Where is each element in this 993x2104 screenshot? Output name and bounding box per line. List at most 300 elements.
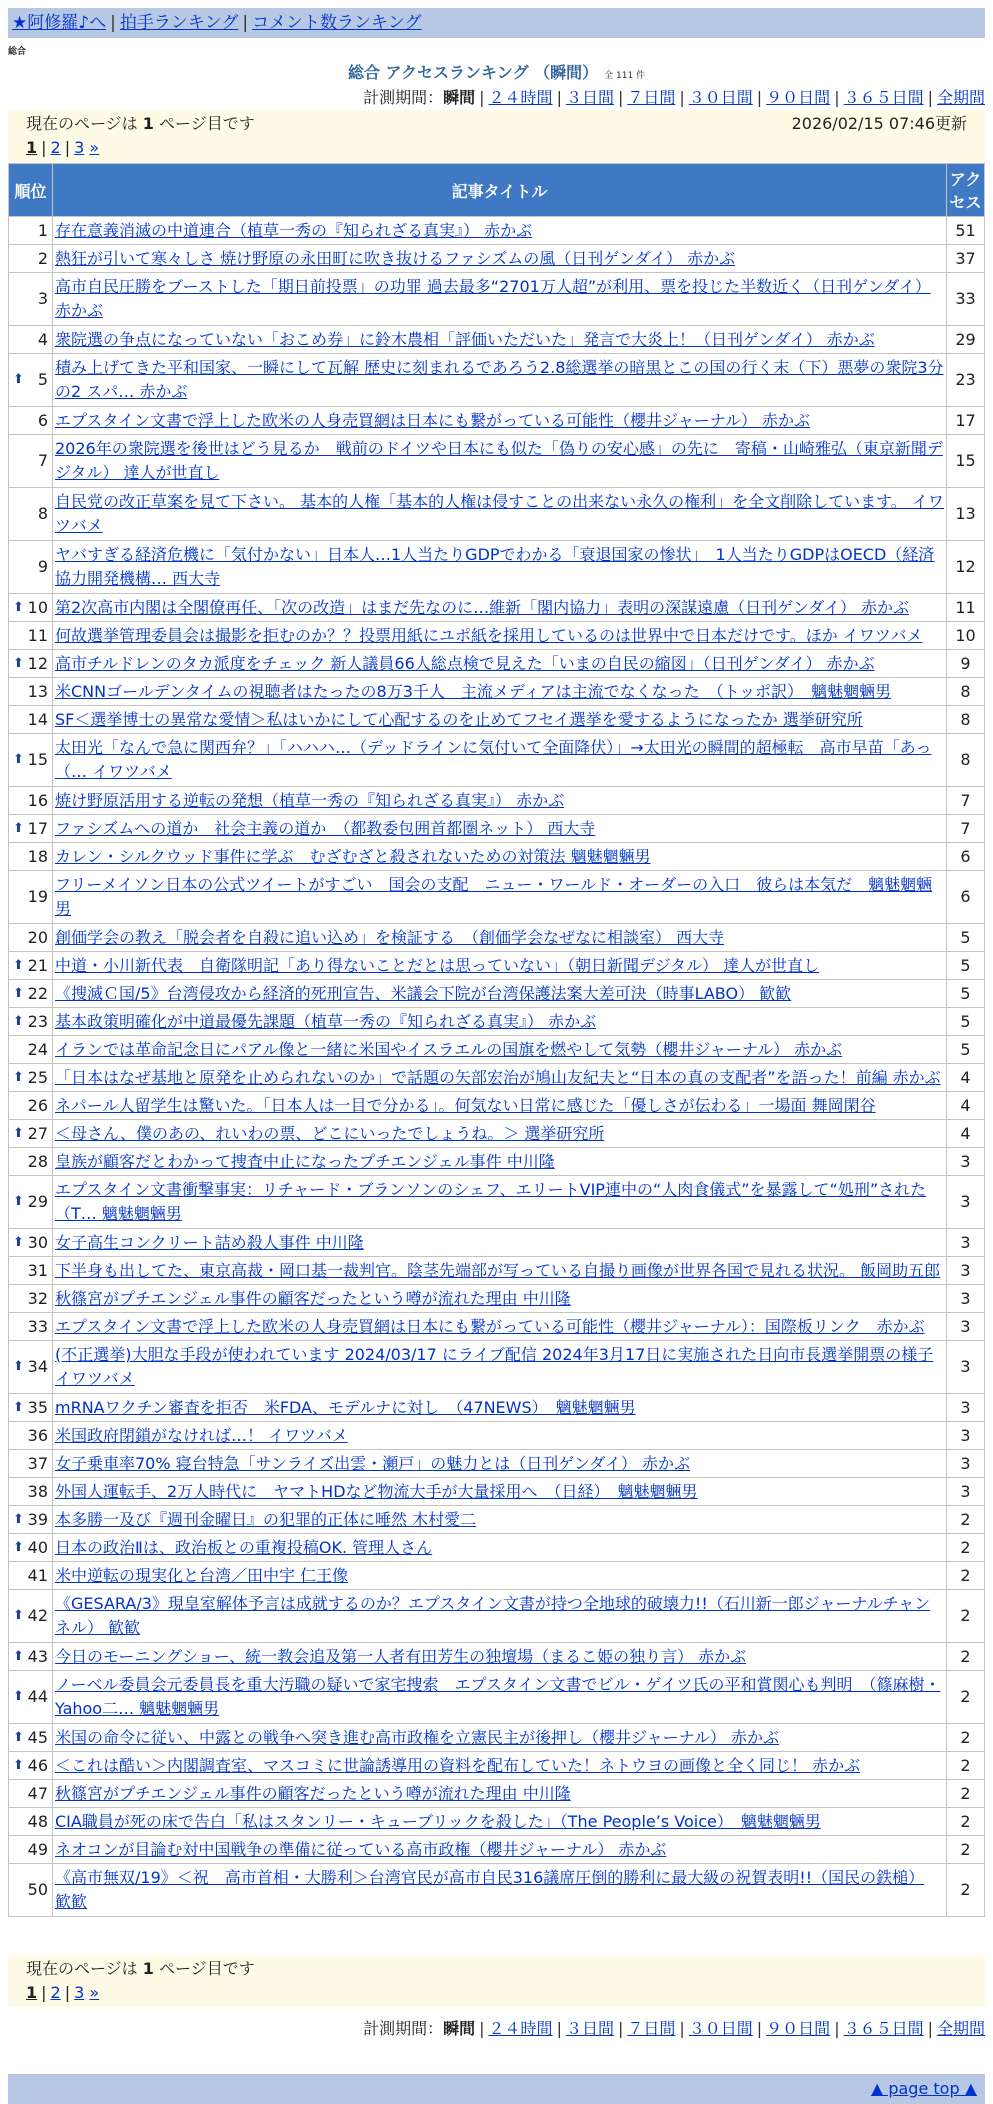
rank-number: 14	[27, 709, 48, 729]
table-row	[9, 541, 985, 594]
rank-number: 48	[27, 1811, 48, 1831]
period-link-2[interactable]: ７日間	[627, 88, 676, 107]
table-row	[9, 594, 985, 622]
article-link[interactable]: 存在意義消滅の中道連合（植草一秀の『知られざる真実』） 赤かぶ	[55, 220, 533, 240]
rank-number: 1	[37, 220, 48, 240]
rank-cell	[9, 1036, 53, 1064]
page-link-2[interactable]: 2	[50, 1983, 61, 2002]
rank-number: 21	[27, 955, 48, 975]
access-count: 11	[947, 594, 985, 622]
pagination-top	[26, 136, 967, 160]
page-link-3[interactable]: 3	[74, 138, 85, 157]
article-link[interactable]: ヤバすぎる経済危機に「気付かない」日本人…1人当たりGDPでわかる「衰退国家の惨状」 1人当たりGDPはOECD（経済協力開発機構… 西大寺	[55, 545, 935, 588]
up-arrow-icon: ⬆	[13, 1608, 24, 1623]
access-count: 2	[947, 1562, 985, 1590]
rank-number: 32	[27, 1288, 48, 1308]
title-cell	[53, 650, 947, 678]
rank-cell	[9, 678, 53, 706]
title-cell	[53, 1313, 947, 1341]
title-cell	[53, 1671, 947, 1724]
title-cell	[53, 1257, 947, 1285]
up-arrow-icon: ⬆	[13, 1399, 24, 1415]
table-row	[9, 1092, 985, 1120]
rank-cell	[9, 1643, 53, 1671]
rank-number: 10	[27, 597, 48, 617]
access-count: 5	[947, 952, 985, 980]
up-arrow-icon: ⬆	[13, 1539, 24, 1555]
rank-cell	[9, 1752, 53, 1780]
article-link[interactable]: CIA職員が死の床で告白「私はスタンリー・キューブリックを殺した」（The People’s Voice） 魑魅魍魎男	[55, 1811, 821, 1831]
access-count: 8	[947, 678, 985, 706]
access-count: 8	[947, 734, 985, 787]
title-cell	[53, 1506, 947, 1534]
rank-number: 15	[27, 750, 48, 769]
rank-number: 26	[27, 1095, 48, 1115]
rank-number: 43	[27, 1646, 48, 1666]
title-cell	[53, 1285, 947, 1313]
rank-cell	[9, 594, 53, 622]
rank-cell	[9, 1671, 53, 1724]
access-count: 5	[947, 980, 985, 1008]
rank-number: 30	[27, 1232, 48, 1252]
table-row	[9, 1064, 985, 1092]
table-row	[9, 1285, 985, 1313]
period-separator: |	[617, 88, 624, 107]
article-link[interactable]: エプスタイン文書で浮上した欧米の人身売買網は日本にも繋がっている可能性（櫻井ジャーナル）：国際板リンク 赤かぶ	[55, 1316, 925, 1336]
title-cell	[53, 435, 947, 488]
article-link[interactable]: カレン・シルクウッド事件に学ぶ むざむざと殺されないための対策法 魑魅魍魎男	[55, 846, 651, 866]
rank-cell	[9, 843, 53, 871]
table-row	[9, 1780, 985, 1808]
title-cell	[53, 678, 947, 706]
period-link-1[interactable]: ３日間	[565, 88, 614, 107]
article-link[interactable]: 秋篠宮がプチエンジェル事件の顧客だったという噂が流れた理由 中川隆	[55, 1288, 571, 1308]
rank-number: 49	[27, 1839, 48, 1859]
rank-number: 25	[27, 1067, 48, 1087]
nav-separator: |	[242, 13, 249, 33]
article-link[interactable]: 太田光「なんで急に関西弁？」「ハハハ…（デッドラインに気付いて全面降伏）」→太田光の瞬間的超極転 高市早苗「あっ（… イワツバメ	[55, 738, 932, 781]
ranking-table	[8, 163, 985, 1917]
article-link[interactable]: 高市チルドレンのタカ派度をチェック 新人議員66人総点検で見えた「いまの自民の縮図」（日刊ゲンダイ） 赤かぶ	[55, 653, 875, 673]
next-page-link[interactable]: »	[89, 1983, 100, 2002]
period-separator: |	[756, 2019, 763, 2038]
period-prefix: 計測期間：	[363, 2019, 444, 2038]
article-link[interactable]: (不正選挙)大胆な手段が使われています 2024/03/17 にライブ配信 2024年3月17日に実施された日向市長選挙開票の様子 イワツバメ	[55, 1345, 934, 1388]
period-separator: |	[556, 88, 562, 107]
access-count: 13	[947, 488, 985, 541]
page-top-link[interactable]: ▲ page top ▲	[870, 2079, 977, 2098]
rank-number: 46	[27, 1755, 48, 1775]
period-separator: |	[927, 88, 933, 107]
article-link[interactable]: 本多勝一及び『週刊金曜日』の犯罪的正体に唾然 木村愛二	[55, 1509, 477, 1529]
nav-separator: |	[110, 13, 116, 33]
page-separator: |	[41, 138, 47, 157]
rank-number: 23	[27, 1011, 48, 1031]
rank-cell	[9, 1257, 53, 1285]
article-link[interactable]: 米CNNゴールデンタイムの視聴者はたったの8万3千人 主流メディアは主流でなくなった （トッポ訳） 魑魅魍魎男	[55, 681, 892, 701]
table-row	[9, 435, 985, 488]
article-link[interactable]: 米国の命令に従い、中露との戦争へ突き進む高市政権を立憲民主が後押し（櫻井ジャーナル） 赤かぶ	[55, 1727, 779, 1747]
article-link[interactable]: エプスタイン文書で浮上した欧米の人身売買網は日本にも繋がっている可能性（櫻井ジャーナル） 赤かぶ	[55, 410, 811, 430]
period-separator: |	[756, 88, 763, 107]
up-arrow-icon: ⬆	[13, 1757, 24, 1773]
rank-number: 3	[37, 289, 48, 308]
table-row	[9, 217, 985, 245]
access-count: 5	[947, 1036, 985, 1064]
rank-cell	[9, 1836, 53, 1864]
article-link[interactable]: 2026年の衆院選を後世はどう見るか 戦前のドイツや日本にも似た「偽りの安心感」の先に 寄稿・山崎雅弘（東京新聞デジタル） 達人が世直し	[55, 439, 943, 482]
title-cell	[53, 1478, 947, 1506]
table-row	[9, 1313, 985, 1341]
article-link[interactable]: 女子乗車率70% 寝台特急「サンライズ出雲・瀬戸」の魅力とは（日刊ゲンダイ） 赤かぶ	[55, 1453, 691, 1473]
article-link[interactable]: 焼け野原活用する逆転の発想（植草一秀の『知られざる真実』） 赤かぶ	[55, 790, 565, 810]
table-row	[9, 1671, 985, 1724]
access-count: 33	[947, 273, 985, 326]
rank-cell	[9, 1478, 53, 1506]
rank-cell	[9, 734, 53, 787]
up-arrow-icon: ⬆	[13, 1069, 24, 1085]
table-row	[9, 407, 985, 435]
article-link[interactable]: 《搜滅Ｃ国/5》台湾侵攻から経済的死刑宣告、米議会下院が台湾保護法案大差可決（時事LABO） 歓歓	[55, 983, 792, 1003]
rank-number: 18	[27, 846, 48, 866]
rank-cell	[9, 1285, 53, 1313]
title-cell	[53, 1864, 947, 1917]
access-count: 3	[947, 1257, 985, 1285]
rank-cell	[9, 1590, 53, 1643]
up-arrow-icon: ⬆	[13, 1125, 24, 1141]
rank-number: 5	[37, 370, 48, 389]
table-row	[9, 1836, 985, 1864]
period-separator: |	[834, 88, 840, 107]
table-row	[9, 1506, 985, 1534]
access-count: 3	[947, 1313, 985, 1341]
title-cell	[53, 1148, 947, 1176]
access-count: 3	[947, 1450, 985, 1478]
up-arrow-icon: ⬆	[13, 1648, 24, 1664]
title-cell	[53, 1064, 947, 1092]
article-link[interactable]: 秋篠宮がプチエンジェル事件の顧客だったという噂が流れた理由 中川隆	[55, 1783, 571, 1803]
pagination-bottom	[26, 1981, 967, 2005]
rank-cell	[9, 871, 53, 924]
table-row	[9, 1808, 985, 1836]
period-link-6[interactable]: 全期間	[936, 2019, 985, 2038]
period-link-0[interactable]: ２４時間	[488, 2019, 553, 2038]
rank-cell	[9, 650, 53, 678]
table-row	[9, 1752, 985, 1780]
access-count: 3	[947, 1285, 985, 1313]
period-prefix: 計測期間：	[363, 88, 444, 107]
access-count: 6	[947, 843, 985, 871]
title-cell	[53, 1341, 947, 1394]
table-row	[9, 1257, 985, 1285]
article-link[interactable]: 熱狂が引いて寒々しさ 焼け野原の永田町に吹き抜けるファシズムの風（日刊ゲンダイ） 赤かぶ	[55, 248, 736, 268]
rank-cell	[9, 1008, 53, 1036]
up-arrow-icon: ⬆	[13, 1013, 24, 1029]
article-link[interactable]: 「日本はなぜ基地と原発を止められないのか」で話題の矢部宏治が鳩山友紀夫と“日本の真の支配者”を語った！前編 赤かぶ	[55, 1067, 941, 1087]
table-row	[9, 843, 985, 871]
rank-number: 2	[37, 248, 48, 268]
table-row	[9, 815, 985, 843]
rank-cell	[9, 435, 53, 488]
article-link[interactable]: 基本政策明確化が中道最優先課題（植草一秀の『知られざる真実』） 赤かぶ	[55, 1011, 597, 1031]
page-info-bottom	[8, 1955, 985, 2007]
period-link-3[interactable]: ３０日間	[688, 2019, 753, 2038]
access-count: 23	[947, 354, 985, 407]
article-link[interactable]: 日本の政治Ⅱは、政治板との重複投稿OK. 管理人さん	[55, 1537, 433, 1557]
page-current: 1	[26, 138, 38, 157]
footer-bar	[8, 2074, 985, 2104]
rank-cell	[9, 1229, 53, 1257]
table-row	[9, 952, 985, 980]
rank-number: 47	[27, 1783, 48, 1803]
rank-number: 12	[27, 653, 48, 673]
article-link[interactable]: mRNAワクチン審査を拒否 米FDA、モデルナに対し （47NEWS） 魑魅魍魎男	[55, 1397, 636, 1417]
period-link-1[interactable]: ３日間	[565, 2019, 614, 2038]
table-row	[9, 650, 985, 678]
rank-cell	[9, 952, 53, 980]
article-link[interactable]: ノーベル委員会元委員長を重大汚職の疑いで家宅捜索 エプスタイン文書でビル・ゲイツ氏の平和賞関心も判明 （篠麻樹・Yahoo二… 魑魅魍魎男	[55, 1675, 941, 1718]
article-link[interactable]: 自民党の改正草案を見て下さい。 基本的人権「基本的人権は侵すことの出来ない永久の権利」を全文削除しています。 イワツバメ	[55, 492, 944, 535]
article-link[interactable]: 高市自民圧勝をブーストした「期日前投票」の功罪 過去最多“2701万人超”が利用、票を投じた半数近く（日刊ゲンダイ） 赤かぶ	[55, 277, 931, 320]
rank-number: 28	[27, 1151, 48, 1171]
title-cell	[53, 1808, 947, 1836]
article-link[interactable]: ネパール人留学生は驚いた。「日本人は一目で分かる」。何気ない日常に感じた「優しさが伝わる」一場面 舞岡閑谷	[55, 1095, 876, 1115]
rank-number: 44	[27, 1687, 48, 1706]
title-cell	[53, 952, 947, 980]
table-row	[9, 622, 985, 650]
up-arrow-icon: ⬆	[13, 957, 24, 973]
period-link-4[interactable]: ９０日間	[766, 2019, 831, 2038]
access-count: 7	[947, 815, 985, 843]
article-link[interactable]: 《高市無双/19》＜祝 高市首相・大勝利＞台湾官民が高市自民316議席圧倒的勝利に最大級の祝賀表明!!（国民の鉄槌） 歓歓	[55, 1868, 925, 1911]
access-count: 2	[947, 1780, 985, 1808]
title-cell	[53, 980, 947, 1008]
table-row	[9, 678, 985, 706]
rank-number: 41	[27, 1565, 48, 1585]
access-count: 29	[947, 326, 985, 354]
rank-cell	[9, 1780, 53, 1808]
up-arrow-icon: ⬆	[13, 1729, 24, 1745]
article-link[interactable]: 中道・小川新代表 自衛隊明記「あり得ないことだとは思っていない」（朝日新聞デジタル） 達人が世直し	[55, 955, 820, 975]
rank-number: 24	[27, 1039, 48, 1059]
article-link[interactable]: ネオコンが目論む対中国戦争の準備に従っている高市政権（櫻井ジャーナル） 赤かぶ	[55, 1839, 667, 1859]
article-link[interactable]: 今日のモーニングショー、統一教会追及第一人者有田芳生の独壇場（まるこ姫の独り言） 赤かぶ	[55, 1646, 747, 1666]
updated-timestamp: 2026/02/15 07:46更新	[791, 114, 967, 133]
page-separator: |	[41, 1983, 47, 2002]
access-count: 3	[947, 1394, 985, 1422]
current-page-text: 現在のページは 1 ページ目です	[26, 114, 255, 133]
rank-number: 42	[27, 1606, 48, 1625]
article-link[interactable]: 第2次高市内閣は全閣僚再任、「次の改造」はまだ先なのに…維新「閣内協力」表明の深謀遠慮（日刊ゲンダイ） 赤かぶ	[55, 597, 909, 617]
rank-cell	[9, 1064, 53, 1092]
period-link-4[interactable]: ９０日間	[766, 88, 831, 107]
home-link[interactable]: ★阿修羅♪へ	[12, 13, 107, 33]
article-link[interactable]: 米中逆転の現実化と台湾／田中宇 仁王像	[55, 1565, 349, 1585]
access-count: 4	[947, 1064, 985, 1092]
table-row	[9, 1008, 985, 1036]
rank-cell	[9, 1506, 53, 1534]
period-link-5[interactable]: ３６５日間	[843, 2019, 924, 2038]
table-row	[9, 245, 985, 273]
article-link[interactable]: 《GESARA/3》現皇室解体予言は成就するのか？エプスタイン文書が持つ全地球的破壊力!!（石川新一郎ジャーナルチャンネル） 歓歓	[55, 1594, 931, 1637]
rank-number: 19	[27, 887, 48, 906]
article-link[interactable]: イランでは革命記念日にパアル像と一緒に米国やイスラエルの国旗を燃やして気勢（櫻井ジャーナル） 赤かぶ	[55, 1039, 843, 1059]
rank-cell	[9, 217, 53, 245]
title-cell	[53, 541, 947, 594]
period-link-5[interactable]: ３６５日間	[843, 88, 924, 107]
table-row	[9, 1590, 985, 1643]
title-cell	[53, 1394, 947, 1422]
title-cell	[53, 1450, 947, 1478]
article-link[interactable]: 積み上げてきた平和国家、一瞬にして瓦解 歴史に刻まれるであろう2.8総選挙の暗黒とこの国の行く末（下）悪夢の衆院3分の2 スパ… 赤かぶ	[55, 358, 944, 401]
article-link[interactable]: ファシズムへの道か 社会主義の道か （都教委包囲首都圏ネット） 西大寺	[55, 818, 596, 838]
access-count: 5	[947, 1008, 985, 1036]
table-row	[9, 1036, 985, 1064]
table-row	[9, 326, 985, 354]
article-link[interactable]: ＜母さん、僕のあの、れいわの票、どこにいったでしょうね。＞ 選挙研究所	[55, 1123, 605, 1143]
table-row	[9, 1643, 985, 1671]
up-arrow-icon: ⬆	[13, 1234, 24, 1250]
rank-number: 37	[27, 1453, 48, 1473]
rank-cell	[9, 815, 53, 843]
rank-cell	[9, 1808, 53, 1836]
period-separator: |	[479, 2019, 485, 2038]
article-link[interactable]: フリーメイソン日本の公式ツイートがすごい 国会の支配 ニュー・ワールド・オーダーの入口 彼らは本気だ 魑魅魍魎男	[55, 875, 933, 918]
rank-cell	[9, 488, 53, 541]
title-cell	[53, 1036, 947, 1064]
period-current: 瞬間	[443, 2019, 476, 2038]
access-count: 9	[947, 650, 985, 678]
article-link[interactable]: 米国政府閉鎖がなければ…！ イワツバメ	[55, 1425, 348, 1445]
title-cell	[53, 1562, 947, 1590]
table-row	[9, 924, 985, 952]
up-arrow-icon: ⬆	[13, 985, 24, 1001]
rank-number: 29	[27, 1192, 48, 1211]
current-page-text: 現在のページは 1 ページ目です	[26, 1959, 255, 1978]
article-link[interactable]: ＜これは酷い＞内閣調査室、マスコミに世論誘導用の資料を配布していた！ネトウヨの画像と全く同じ！ 赤かぶ	[55, 1755, 861, 1775]
page-title	[0, 60, 993, 83]
rank-number: 13	[27, 681, 48, 701]
page-link-3[interactable]: 3	[74, 1983, 85, 2002]
page-current: 1	[26, 1983, 38, 2002]
page-info-top	[8, 110, 985, 162]
rank-number: 11	[27, 625, 48, 645]
clap-ranking-link[interactable]: 拍手ランキング	[119, 13, 239, 33]
rank-cell	[9, 407, 53, 435]
table-row	[9, 1534, 985, 1562]
access-count: 2	[947, 1724, 985, 1752]
rank-cell	[9, 1864, 53, 1917]
article-link[interactable]: 何故選挙管理委員会は撮影を拒むのか？？投票用紙にユポ紙を採用しているのは世界中で日本だけです。ほか イワツバメ	[55, 625, 923, 645]
page-link-2[interactable]: 2	[50, 138, 61, 157]
access-count: 17	[947, 407, 985, 435]
article-link[interactable]: SF＜選挙博士の異常な愛情＞私はいかにして心配するのを止めてフセイ選挙を愛するようになったか 選挙研究所	[55, 709, 863, 729]
table-row	[9, 488, 985, 541]
rank-cell	[9, 706, 53, 734]
access-count: 2	[947, 1864, 985, 1917]
period-separator: |	[834, 2019, 840, 2038]
rank-number: 8	[37, 504, 48, 523]
rank-cell	[9, 1092, 53, 1120]
article-link[interactable]: 創価学会の教え「脱会者を自殺に追い込め」を検証する （創価学会なぜなに相談室） 西大寺	[55, 927, 725, 947]
table-row	[9, 1229, 985, 1257]
table-row	[9, 1864, 985, 1917]
access-count: 7	[947, 787, 985, 815]
period-link-6[interactable]: 全期間	[936, 88, 985, 107]
title-cell	[53, 871, 947, 924]
rank-number: 27	[27, 1123, 48, 1143]
rank-number: 7	[37, 451, 48, 470]
page-separator: |	[64, 138, 71, 157]
article-link[interactable]: 皇族が顧客だとわかって捜査中止になったプチエンジェル事件 中川隆	[55, 1151, 555, 1171]
article-link[interactable]: 女子高生コンクリート詰め殺人事件 中川隆	[55, 1232, 364, 1252]
rank-number: 36	[27, 1425, 48, 1445]
period-separator: |	[679, 2019, 685, 2038]
period-separator: |	[679, 88, 685, 107]
table-row	[9, 1148, 985, 1176]
rank-number: 16	[27, 790, 48, 810]
access-count: 8	[947, 706, 985, 734]
access-count: 37	[947, 245, 985, 273]
page-title-text: 総合 アクセスランキング （瞬間）	[347, 63, 599, 82]
up-arrow-icon: ⬆	[13, 372, 24, 387]
article-link[interactable]: エプスタイン文書衝撃事実：リチャード・ブランソンのシェフ、エリートVIP連中の“人肉食儀式”を暴露して“処刑”された（T… 魑魅魍魎男	[55, 1180, 927, 1223]
rank-cell	[9, 924, 53, 952]
table-row	[9, 706, 985, 734]
up-arrow-icon: ⬆	[13, 1689, 24, 1704]
table-row	[9, 273, 985, 326]
rank-cell	[9, 1450, 53, 1478]
rank-cell	[9, 1394, 53, 1422]
article-link[interactable]: 外国人運転手、2万人時代に ヤマトHDなど物流大手が大量採用へ （日経） 魑魅魍魎男	[55, 1481, 698, 1501]
rank-column-header: 順位	[9, 164, 53, 217]
title-cell	[53, 488, 947, 541]
table-row	[9, 1176, 985, 1229]
access-count: 2	[947, 1534, 985, 1562]
access-count: 4	[947, 1120, 985, 1148]
rank-cell	[9, 787, 53, 815]
rank-cell	[9, 326, 53, 354]
article-link[interactable]: 衆院選の争点になっていない「おこめ券」に鈴木農相「評価いただいた」発言で大炎上！（日刊ゲンダイ） 赤かぶ	[55, 329, 875, 349]
access-count: 3	[947, 1478, 985, 1506]
rank-number: 31	[27, 1260, 48, 1280]
rank-number: 38	[27, 1481, 48, 1501]
next-page-link[interactable]: »	[89, 138, 100, 157]
access-count: 3	[947, 1229, 985, 1257]
table-row	[9, 787, 985, 815]
title-cell	[53, 1836, 947, 1864]
access-count: 3	[947, 1341, 985, 1394]
title-cell	[53, 1422, 947, 1450]
title-cell	[53, 1534, 947, 1562]
rank-cell	[9, 622, 53, 650]
title-cell	[53, 843, 947, 871]
period-link-2[interactable]: ７日間	[627, 2019, 676, 2038]
period-separator: |	[927, 2019, 933, 2038]
table-row	[9, 871, 985, 924]
access-count: 3	[947, 1422, 985, 1450]
period-selector-top	[363, 85, 985, 108]
rank-cell	[9, 1176, 53, 1229]
comment-ranking-link[interactable]: コメント数ランキング	[252, 13, 422, 33]
rank-cell	[9, 245, 53, 273]
period-link-0[interactable]: ２４時間	[488, 88, 553, 107]
rank-cell	[9, 1724, 53, 1752]
title-cell	[53, 1092, 947, 1120]
article-link[interactable]: 下半身も出してた、東京高裁・岡口基一裁判官。陰茎先端部が写っている自撮り画像が世界各国で見れる状況。 飯岡助五郎	[55, 1260, 941, 1280]
access-count: 2	[947, 1836, 985, 1864]
period-link-3[interactable]: ３０日間	[688, 88, 753, 107]
